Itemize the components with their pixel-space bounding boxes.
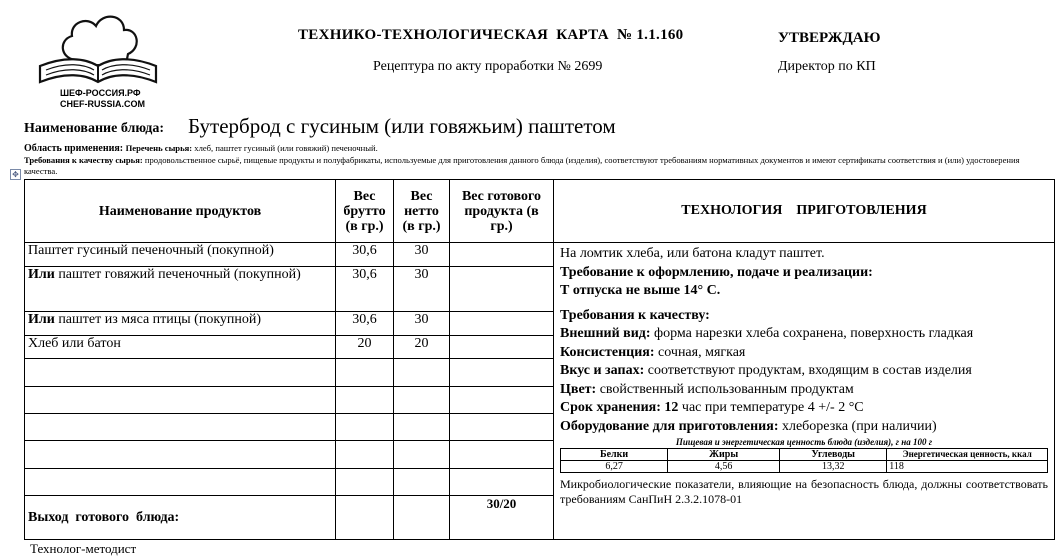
net-value: 20 [394,335,450,359]
table-row [25,335,336,359]
quality-requirements [24,155,1044,177]
empty-row [25,359,336,386]
net-value: 30 [394,311,450,335]
quality-requirements-label: Требования к качеству сырья: [24,155,143,165]
net-value: 30 [394,267,450,312]
quality-title: Требования к качеству: [560,307,710,323]
empty-row [25,468,336,495]
nutrition-table [560,448,1048,473]
nutrition-value: 118 [887,461,1048,473]
nutrition-value: 13,32 [780,461,887,473]
raw-materials-text: хлеб, паштет гусиный (или говяжий) печеночный. [192,143,378,153]
table-row [25,243,336,267]
gross-value: 30,6 [336,311,394,335]
tech-step: На ломтик хлеба, или батона кладут паштет. [560,246,825,262]
consistency: Консистенция: сочная, мягкая [560,344,746,360]
ready-value [450,335,554,359]
header-technology: ТЕХНОЛОГИЯ ПРИГОТОВЛЕНИЯ [554,180,1055,243]
header-net: Вес нетто (в гр.) [394,180,450,243]
ready-value [450,243,554,267]
empty-row [25,414,336,441]
empty-row [25,441,336,468]
table-move-handle-icon[interactable]: ✥ [10,169,21,180]
technology-cell [554,243,1055,540]
nutrition-value: 4,56 [668,461,780,473]
dish-label: Наименование блюда: [24,121,164,136]
empty-row [25,386,336,413]
storage: Срок хранения: 12 час при температуре 4 +/- 2 °С [560,400,864,416]
raw-materials-label: Перечень сырья: [125,143,193,153]
approve-label: УТВЕРЖДАЮ [778,30,881,46]
taste: Вкус и запах: соответствуют продуктам, входящим в состав изделия [560,363,972,379]
nutrition-header: Жиры [668,449,780,461]
table-row: Или паштет говяжий печеночный (покупной) [25,267,336,312]
header-product: Наименование продуктов [25,180,336,243]
header-gross: Вес брутто (в гр.) [336,180,394,243]
scope-label: Область применения: [24,143,124,154]
product-name: паштет говяжий печеночный (покупной) [54,267,301,282]
product-name: паштет из мяса птицы (покупной) [54,311,262,327]
header-ready: Вес готового продукта (в гр.) [450,180,554,243]
net-value: 30 [394,243,450,267]
logo-text-en: CHEF-RUSSIA.COM [60,99,145,109]
technologist-signature: Технолог-методист [30,541,137,556]
nutrition-header: Углеводы [780,449,887,461]
yield-value: 30/20 [450,496,554,540]
logo-text: ШЕФ-РОССИЯ.РФ [60,88,141,98]
product-name: Паштет гусиный печеночный (покупной) [28,243,274,259]
nutrition-title: Пищевая и энергетическая ценность блюда (изделия), г на 100 г [675,437,933,448]
serving-temp: Т отпуска не выше 14° С. [560,283,721,299]
recipe-table [24,179,1055,540]
recipe-reference: Рецептура по акту проработки № 2699 [373,59,603,74]
scope-line [24,143,378,154]
table-row: Или паштет из мяса птицы (покупной) [25,311,336,335]
nutrition-value: 6,27 [561,461,668,473]
ready-value [450,311,554,335]
micro-requirements: Микробиологические показатели, влияющие на безопасность блюда, должны соответствовать требованиям СанПиН 2.3.2.1078-01 [560,477,1048,507]
gross-value: 30,6 [336,267,394,312]
director-label: Директор по КП [778,59,876,74]
gross-value: 20 [336,335,394,359]
equipment: Оборудование для приготовления: хлеборезка (при наличии) [560,418,937,434]
nutrition-header: Белки [561,449,668,461]
gross-value: 30,6 [336,243,394,267]
card-title: ТЕХНИКО-ТЕХНОЛОГИЧЕСКАЯ КАРТА № 1.1.160 [298,27,684,43]
appearance: Внешний вид: форма нарезки хлеба сохранена, поверхность гладкая [560,326,974,342]
color: Цвет: свойственный использованным продуктам [560,381,854,397]
quality-requirements-text: продовольственное сырьё, пищевые продукты и полуфабрикаты, используемые для приготовления данного блюда (изделия), соответствуют требованиям нормативных документов и имеют сертификаты соответствия и (или) удостоверения качества. [24,155,1020,176]
product-name: Хлеб или батон [28,335,121,351]
ready-value [450,267,554,312]
yield-label: Выход готового блюда: [25,496,336,540]
dish-name: Бутерброд с гусиным (или говяжьим) паштетом [188,114,616,138]
nutrition-header: Энергетическая ценность, ккал [887,449,1048,461]
serving-title: Требование к оформлению, подаче и реализации: [560,264,873,280]
